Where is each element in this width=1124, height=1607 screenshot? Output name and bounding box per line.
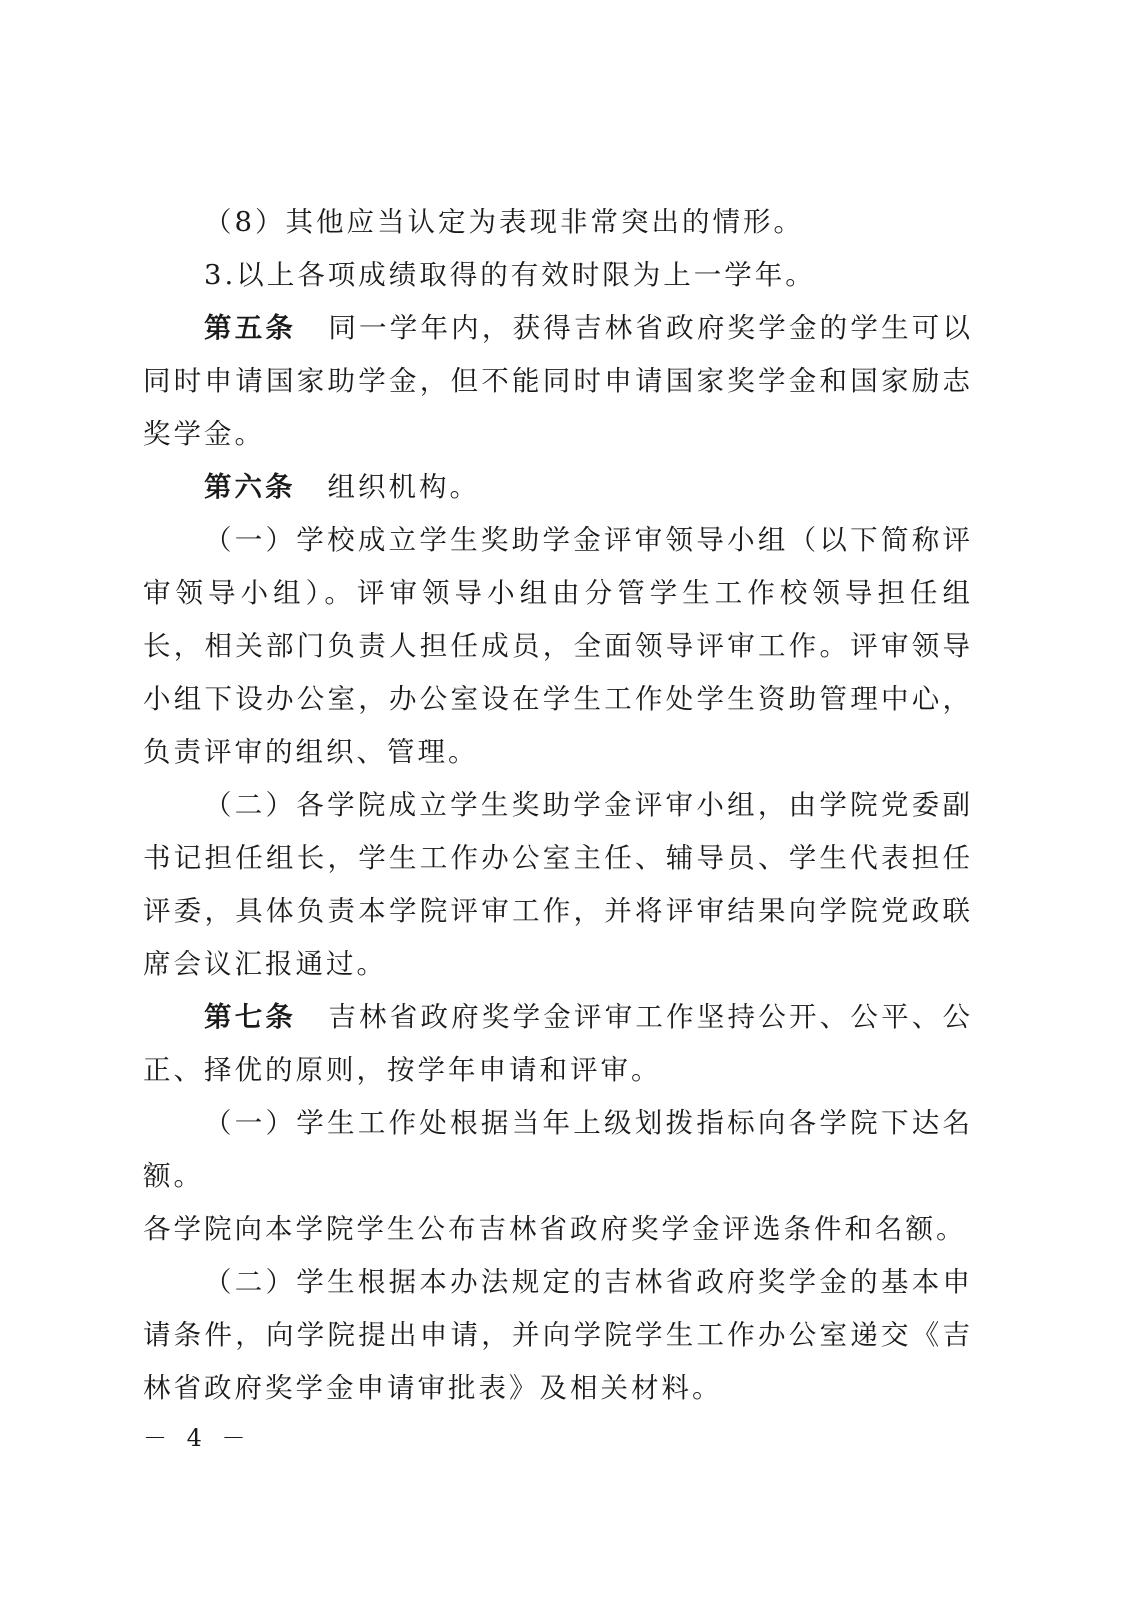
paragraph-text: （一）学校成立学生奖助学金评审领导小组（以下简称评审领导小组）。评审领导小组由分管学生工作校领导担任组长，相关部门负责人担任成员，全面领导评审工作。评审领导小组下设办公室，办公室设在学生工作处学生资助管理中心，负责评审的组织、管理。 <box>143 524 973 768</box>
paragraph-text: （二）各学院成立学生奖助学金评审小组，由学院党委副书记担任组长，学生工作办公室主任、辅导员、学生代表担任评委，具体负责本学院评审工作，并将评审结果向学院党政联席会议汇报通过。 <box>143 789 973 980</box>
article-heading: 第七条 <box>204 1001 297 1033</box>
paragraph-text: 3.以上各项成绩取得的有效时限为上一学年。 <box>204 259 816 291</box>
article-text: 吉林省政府奖学金评审工作坚持公开、公平、公正、择优的原则，按学年申请和评审。 <box>143 1001 973 1086</box>
paragraph-validity-period <box>143 249 973 302</box>
paragraph-text: 各学院向本学院学生公布吉林省政府奖学金评选条件和名额。 <box>143 1213 967 1245</box>
paragraph-text: （一）学生工作处根据当年上级划拨指标向各学院下达名额。 <box>143 1107 973 1192</box>
paragraph-text: （二）学生根据本办法规定的吉林省政府奖学金的基本申请条件，向学院提出申请，并向学院学生工作办公室递交《吉林省政府奖学金申请审批表》及相关材料。 <box>143 1266 973 1404</box>
article-7-item-1-continued <box>143 1203 973 1256</box>
article-7-item-2 <box>143 1256 973 1415</box>
article-heading: 第六条 <box>204 471 296 503</box>
paragraph-text: （8）其他应当认定为表现非常突出的情形。 <box>204 206 804 238</box>
article-6 <box>143 461 973 514</box>
article-text: 同一学年内，获得吉林省政府奖学金的学生可以同时申请国家助学金，但不能同时申请国家奖学金和国家励志奖学金。 <box>143 312 973 450</box>
paragraph-item-8 <box>143 196 973 249</box>
article-heading: 第五条 <box>204 312 297 344</box>
article-7 <box>143 991 973 1097</box>
document-body <box>143 196 973 1415</box>
article-text: 组织机构。 <box>327 471 480 503</box>
page-number: － 4 － <box>143 1424 252 1452</box>
article-5 <box>143 302 973 461</box>
article-6-item-1 <box>143 514 973 779</box>
article-6-item-2 <box>143 779 973 991</box>
article-7-item-1 <box>143 1097 973 1203</box>
